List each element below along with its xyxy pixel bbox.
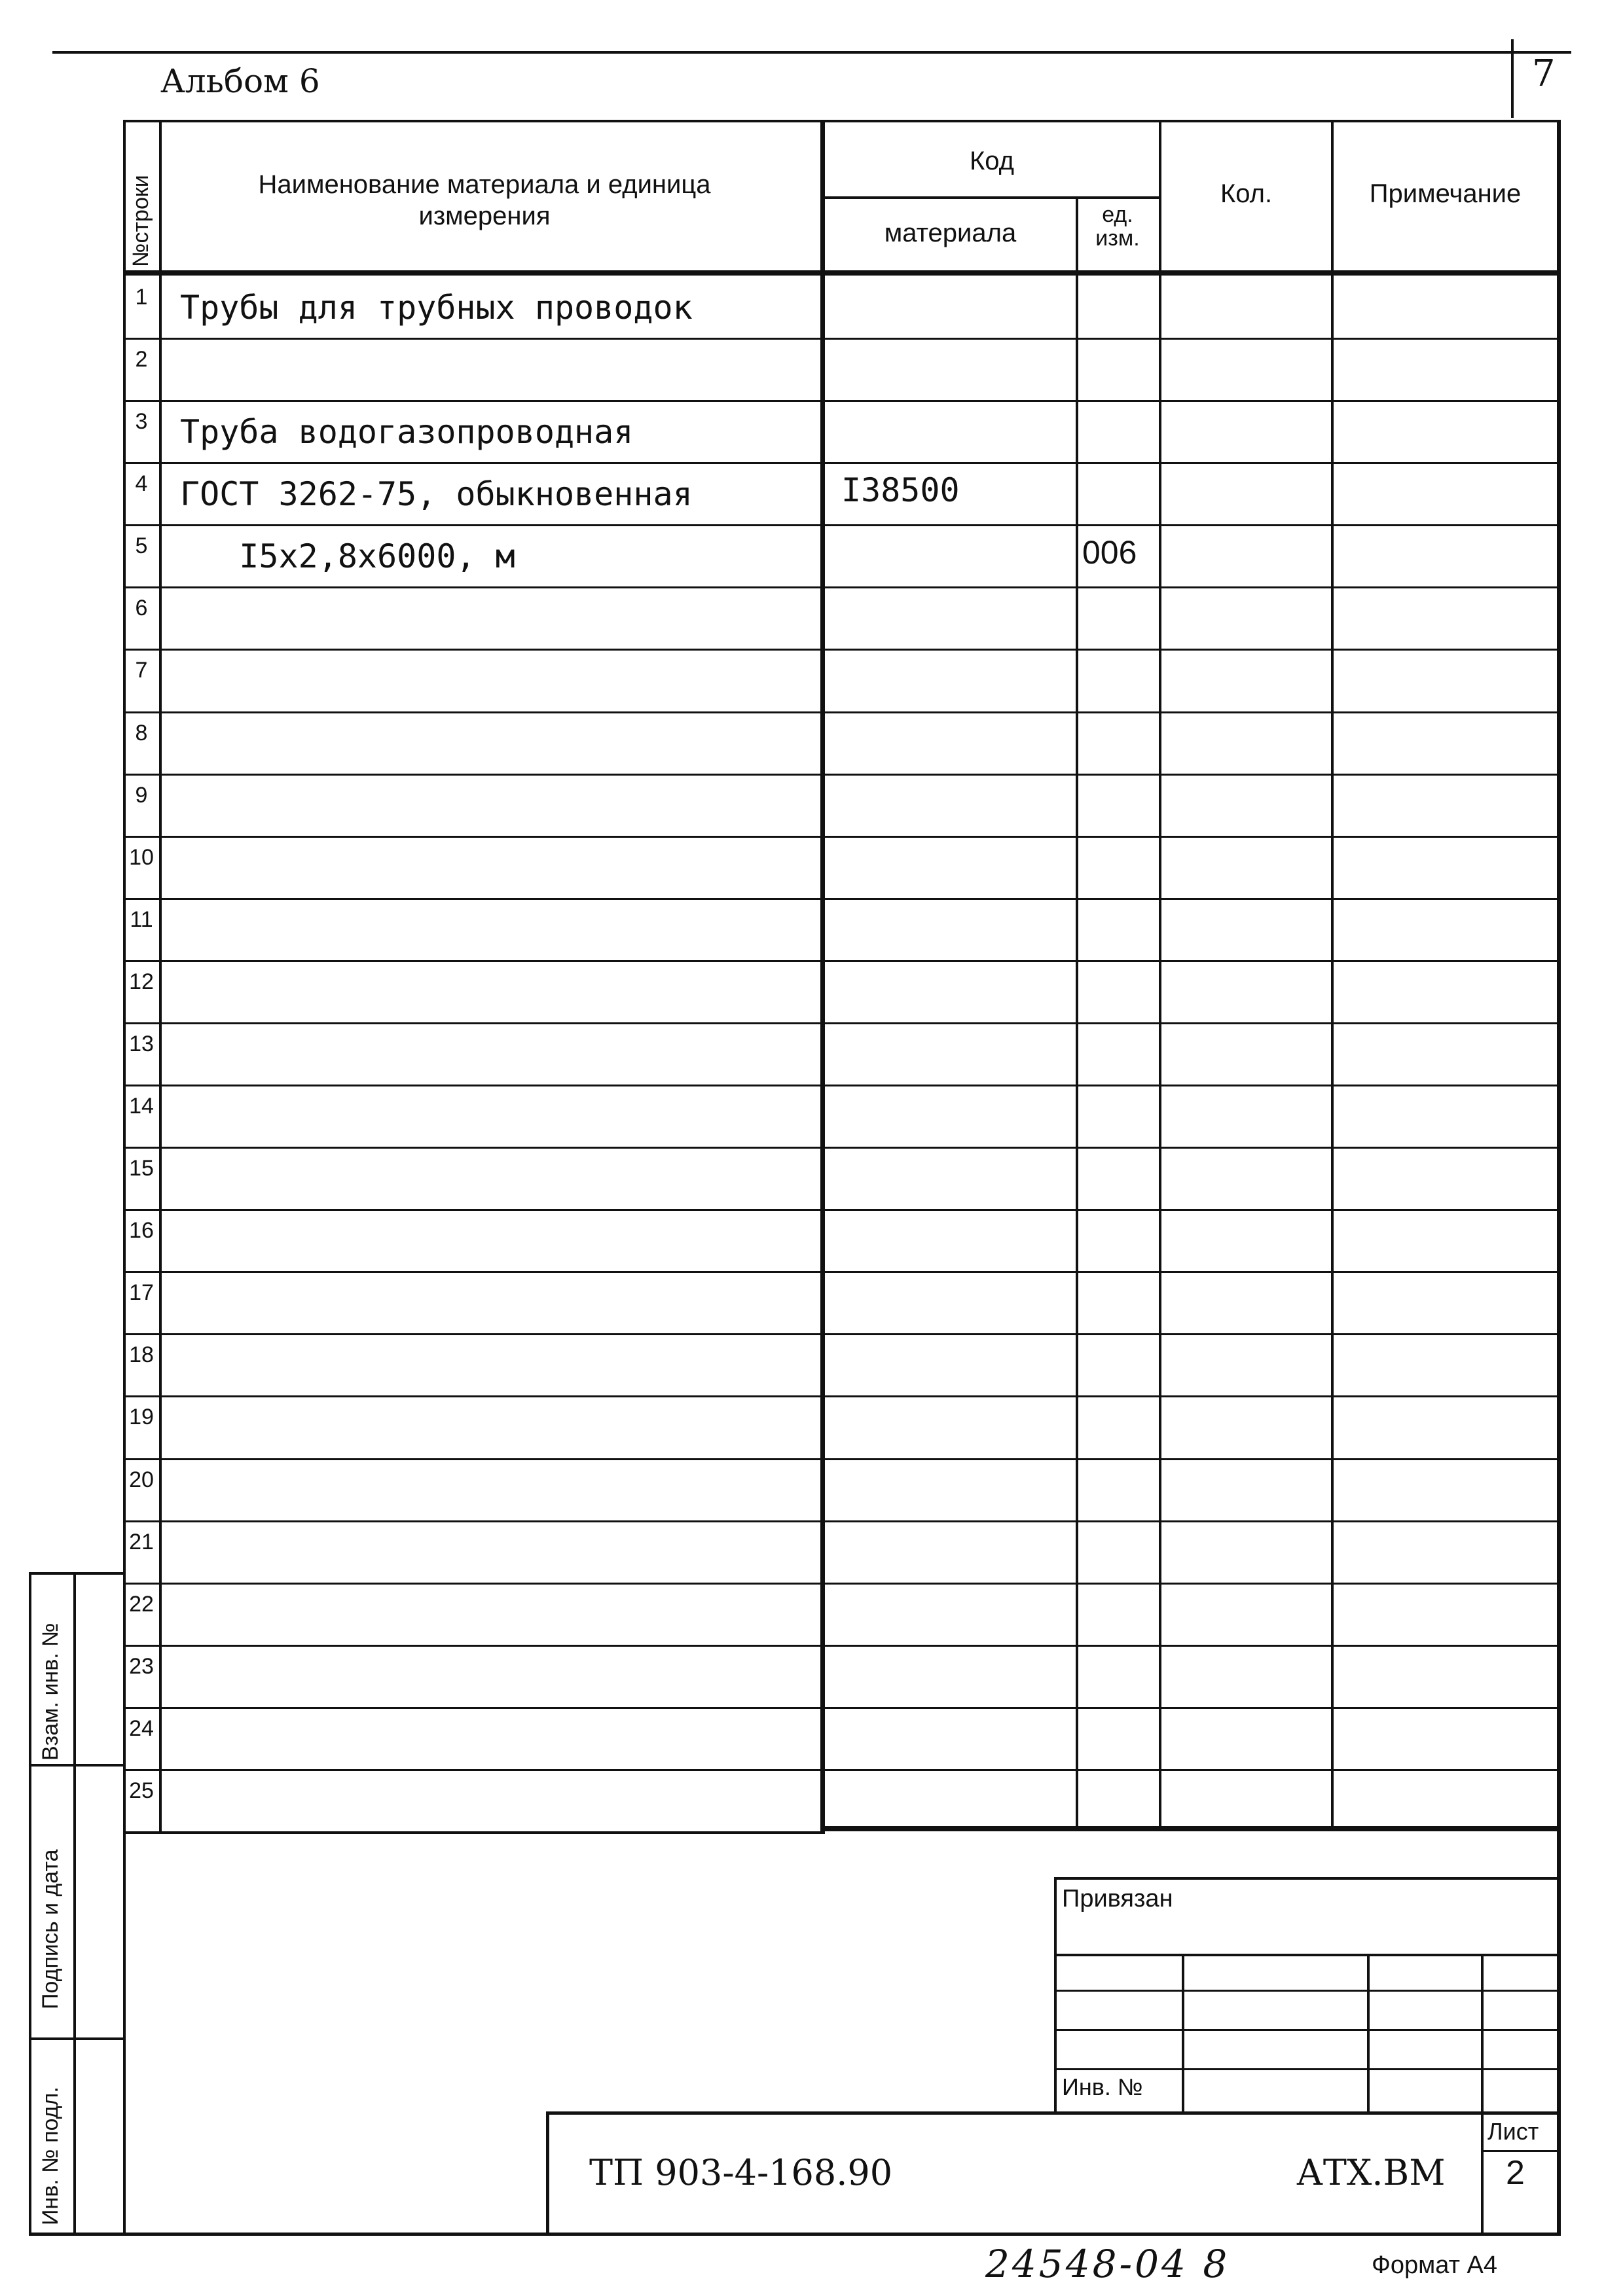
privyazan-col-3 bbox=[1481, 1954, 1484, 2235]
header-code: Код bbox=[969, 147, 1014, 175]
row-number: 7 bbox=[135, 658, 148, 683]
row-number: 23 bbox=[129, 1654, 154, 1679]
title-block-left bbox=[546, 2111, 549, 2235]
material-name-cell: Труба водогазопроводная bbox=[180, 413, 634, 451]
row-separator bbox=[123, 1271, 1561, 1273]
row-number: 1 bbox=[135, 285, 148, 310]
row-number: 3 bbox=[135, 409, 148, 434]
header-note: Примечание bbox=[1369, 179, 1522, 208]
row-separator bbox=[123, 1583, 1561, 1585]
table-top-border bbox=[123, 120, 1561, 122]
title-block-top bbox=[546, 2111, 1561, 2115]
row-number: 13 bbox=[129, 1031, 154, 1056]
material-code-cell: I38500 bbox=[841, 471, 960, 509]
row-number: 6 bbox=[135, 596, 148, 620]
side-stamp-left bbox=[29, 1572, 31, 2235]
row-number: 22 bbox=[129, 1592, 154, 1617]
document-designation: ТП 903-4-168.90 bbox=[589, 2152, 893, 2193]
top-rule bbox=[52, 51, 1571, 54]
row-separator bbox=[123, 400, 1561, 402]
row-separator bbox=[123, 1645, 1561, 1647]
page-bottom-border bbox=[29, 2233, 1561, 2236]
material-name-cell: Трубы для трубных проводок bbox=[180, 289, 693, 327]
row-number: 24 bbox=[129, 1716, 154, 1741]
side-stamp-sep-2 bbox=[29, 2037, 126, 2040]
row-separator bbox=[123, 649, 1561, 651]
row-number: 19 bbox=[129, 1405, 154, 1429]
row-number: 5 bbox=[135, 533, 148, 558]
row-separator bbox=[123, 836, 1561, 838]
privyazan-line-4 bbox=[1054, 2068, 1561, 2070]
side-stamp-mid bbox=[73, 1572, 76, 2235]
format-label: Формат А4 bbox=[1372, 2251, 1498, 2279]
row-number: 20 bbox=[129, 1467, 154, 1492]
row-separator bbox=[123, 711, 1561, 713]
header-quantity: Кол. bbox=[1220, 179, 1273, 208]
privyazan-label: Привязан bbox=[1062, 1885, 1173, 1912]
table-right-border bbox=[1557, 120, 1561, 2235]
row-number: 15 bbox=[129, 1156, 154, 1181]
row-number: 25 bbox=[129, 1778, 154, 1803]
inv-no-label: Инв. № bbox=[1062, 2073, 1143, 2100]
document-code: АТХ.ВМ bbox=[1296, 2152, 1446, 2193]
table-body-bottom-border bbox=[820, 1826, 1561, 1831]
page-number: 7 bbox=[1532, 52, 1556, 95]
row-number: 14 bbox=[129, 1094, 154, 1119]
material-name-cell: ГОСТ 3262-75, обыкновенная bbox=[180, 475, 693, 513]
unit-code-cell: 006 bbox=[1082, 534, 1137, 571]
table-rownum-border bbox=[159, 120, 162, 1831]
sheet-label: Лист bbox=[1487, 2118, 1539, 2145]
row-number: 11 bbox=[130, 907, 153, 932]
code-subheader-line bbox=[820, 196, 1161, 199]
table-code-unit-border bbox=[1076, 196, 1078, 1831]
table-body-bottom-thin bbox=[123, 1831, 825, 1834]
row-separator bbox=[123, 1022, 1561, 1024]
row-number: 10 bbox=[129, 845, 154, 870]
row-number: 8 bbox=[135, 721, 148, 745]
header-row-number: №строки bbox=[128, 175, 153, 267]
row-number: 21 bbox=[129, 1530, 154, 1554]
privyazan-line-1 bbox=[1054, 1954, 1561, 1956]
side-stamp-signature-date: Подпись и дата bbox=[38, 1849, 63, 2009]
row-separator bbox=[123, 462, 1561, 464]
row-separator bbox=[123, 1395, 1561, 1397]
header-material-name: Наименование материала и единица измерения bbox=[258, 170, 711, 230]
side-stamp-top bbox=[29, 1572, 126, 1575]
header-code-unit: ед. изм. bbox=[1095, 202, 1140, 251]
table-code-left-border bbox=[820, 120, 825, 1831]
row-separator bbox=[123, 774, 1561, 776]
row-separator bbox=[123, 960, 1561, 962]
album-title: Альбом 6 bbox=[160, 62, 320, 100]
side-stamp-vzam: Взам. инв. № bbox=[38, 1623, 63, 1761]
row-number: 2 bbox=[135, 347, 148, 372]
row-separator bbox=[123, 1333, 1561, 1335]
row-separator bbox=[123, 898, 1561, 900]
handwritten-number: 24548-04 8 bbox=[985, 2242, 1230, 2286]
privyazan-col-2 bbox=[1367, 1954, 1370, 2114]
row-number: 18 bbox=[129, 1342, 154, 1367]
row-separator bbox=[123, 586, 1561, 588]
table-qty-left-border bbox=[1159, 120, 1161, 1831]
row-number: 17 bbox=[129, 1280, 154, 1305]
side-stamp-inv-podl: Инв. № подл. bbox=[38, 2087, 63, 2225]
material-name-cell: I5x2,8x6000, м bbox=[180, 537, 515, 575]
privyazan-top bbox=[1054, 1877, 1561, 1880]
table-note-left-border bbox=[1331, 120, 1334, 1831]
row-separator bbox=[123, 1147, 1561, 1149]
privyazan-col-1 bbox=[1182, 1954, 1184, 2114]
privyazan-left bbox=[1054, 1877, 1057, 2114]
page-number-box-left bbox=[1511, 39, 1514, 118]
row-separator bbox=[123, 1458, 1561, 1460]
sheet-label-line bbox=[1481, 2150, 1561, 2152]
row-separator bbox=[123, 1520, 1561, 1522]
row-number: 12 bbox=[129, 969, 154, 994]
sheet-value: 2 bbox=[1506, 2154, 1525, 2192]
row-separator bbox=[123, 524, 1561, 526]
row-number: 4 bbox=[135, 471, 148, 496]
row-separator bbox=[123, 1085, 1561, 1086]
row-separator bbox=[123, 1209, 1561, 1211]
header-bottom-border bbox=[123, 270, 1561, 276]
header-code-material: материала bbox=[884, 219, 1017, 247]
row-separator bbox=[123, 338, 1561, 340]
row-separator bbox=[123, 1769, 1561, 1771]
row-separator bbox=[123, 1707, 1561, 1709]
row-number: 16 bbox=[129, 1218, 154, 1243]
row-number: 9 bbox=[135, 783, 148, 808]
privyazan-line-3 bbox=[1054, 2029, 1561, 2031]
privyazan-line-2 bbox=[1054, 1990, 1561, 1992]
